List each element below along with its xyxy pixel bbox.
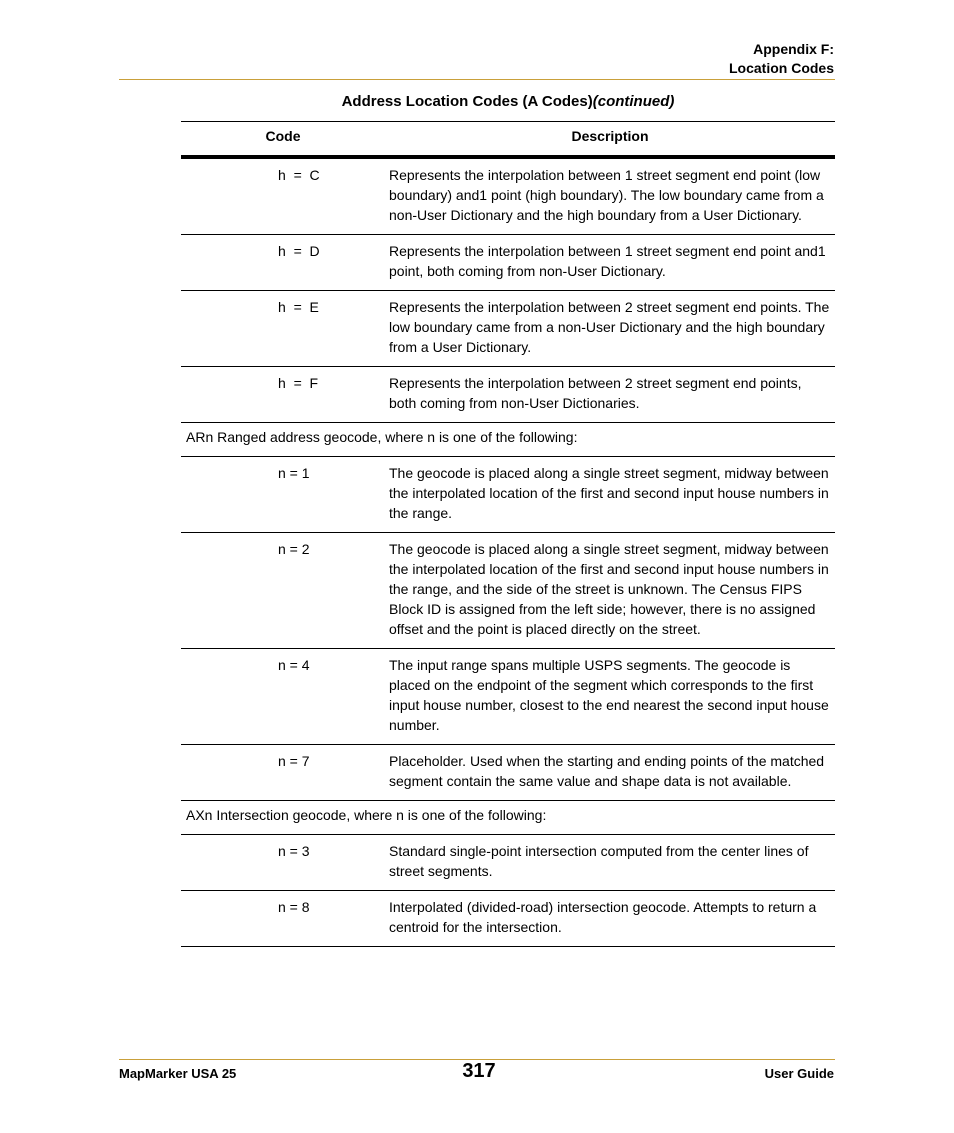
page-number: 317 xyxy=(462,1060,496,1082)
description-cell: Standard single-point intersection computed from the center lines of street segments. xyxy=(389,843,809,879)
footer-guide: User Guide xyxy=(764,1066,834,1081)
description-cell: The geocode is placed along a single street segment, midway between the interpolated location of the first and second input house numbers in the range. xyxy=(389,465,829,521)
table-row xyxy=(181,533,835,649)
code-value: n = 3 xyxy=(278,843,310,859)
table-header xyxy=(181,122,835,159)
table-section-row: ARn Ranged address geocode, where n is one of the following: xyxy=(181,423,835,457)
table-title-suffix: (continued) xyxy=(592,93,675,110)
table-body xyxy=(181,159,835,947)
code-value: h = E xyxy=(278,299,319,315)
code-cell xyxy=(181,841,389,881)
code-value: n = 1 xyxy=(278,465,310,481)
code-value: h = D xyxy=(278,243,320,259)
table-row xyxy=(181,649,835,745)
code-value: h = F xyxy=(278,375,319,391)
header-rule xyxy=(119,79,835,80)
table-row xyxy=(181,235,835,291)
code-value: n = 4 xyxy=(278,657,310,673)
description-cell: The geocode is placed along a single street segment, midway between the interpolated location of the first and second input house numbers in the range, and the side of the street is unknown. The Census FIPS Block ID is assigned from the left side; however, there is no assigned offset and the point is placed directly on the street. xyxy=(389,541,829,637)
table-title-main: Address Location Codes (A Codes) xyxy=(341,93,593,110)
description-cell: The input range spans multiple USPS segments. The geocode is placed on the endpoint of the segment which corresponds to the first input house number, closest to the end nearest the second input house number. xyxy=(389,657,829,733)
code-cell xyxy=(181,297,389,357)
table-row xyxy=(181,367,835,423)
code-cell xyxy=(181,463,389,523)
table-section-row: AXn Intersection geocode, where n is one of the following: xyxy=(181,801,835,835)
code-cell xyxy=(181,373,389,413)
table-row xyxy=(181,891,835,947)
column-header-description: Description xyxy=(571,128,649,144)
description-cell: Interpolated (divided-road) intersection geocode. Attempts to return a centroid for the intersection. xyxy=(389,899,817,935)
table-title xyxy=(181,93,835,110)
table-row xyxy=(181,291,835,367)
column-header-code: Code xyxy=(265,128,301,144)
description-cell: Represents the interpolation between 2 street segment end points, both coming from non-User Dictionaries. xyxy=(389,375,802,411)
code-cell xyxy=(181,539,389,639)
page-header xyxy=(729,40,834,78)
code-cell xyxy=(181,241,389,281)
code-cell xyxy=(181,165,389,225)
footer-product: MapMarker USA 25 xyxy=(119,1066,237,1081)
description-cell: Represents the interpolation between 1 street segment end point and1 point, both coming from non-User Dictionary. xyxy=(389,243,826,279)
header-appendix: Appendix F: xyxy=(753,41,834,57)
table-row xyxy=(181,159,835,235)
code-value: n = 8 xyxy=(278,899,310,915)
code-cell xyxy=(181,751,389,791)
code-cell xyxy=(181,655,389,735)
description-cell: Represents the interpolation between 2 street segment end points. The low boundary came from a non-User Dictionary and the high boundary from a User Dictionary. xyxy=(389,299,830,355)
table-row xyxy=(181,457,835,533)
location-codes-table xyxy=(181,121,835,947)
table-row xyxy=(181,835,835,891)
description-cell: Placeholder. Used when the starting and ending points of the matched segment contain the same value and shape data is not available. xyxy=(389,753,825,789)
code-value: h = C xyxy=(278,167,320,183)
code-cell xyxy=(181,897,389,937)
header-section: Location Codes xyxy=(728,60,834,76)
table-row xyxy=(181,745,835,801)
description-cell: Represents the interpolation between 1 street segment end point (low boundary) and1 point (high boundary). The low boundary came from a non-User Dictionary and the high boundary from a User Dictionary. xyxy=(389,167,824,223)
code-value: n = 2 xyxy=(278,541,310,557)
code-value: n = 7 xyxy=(278,753,310,769)
